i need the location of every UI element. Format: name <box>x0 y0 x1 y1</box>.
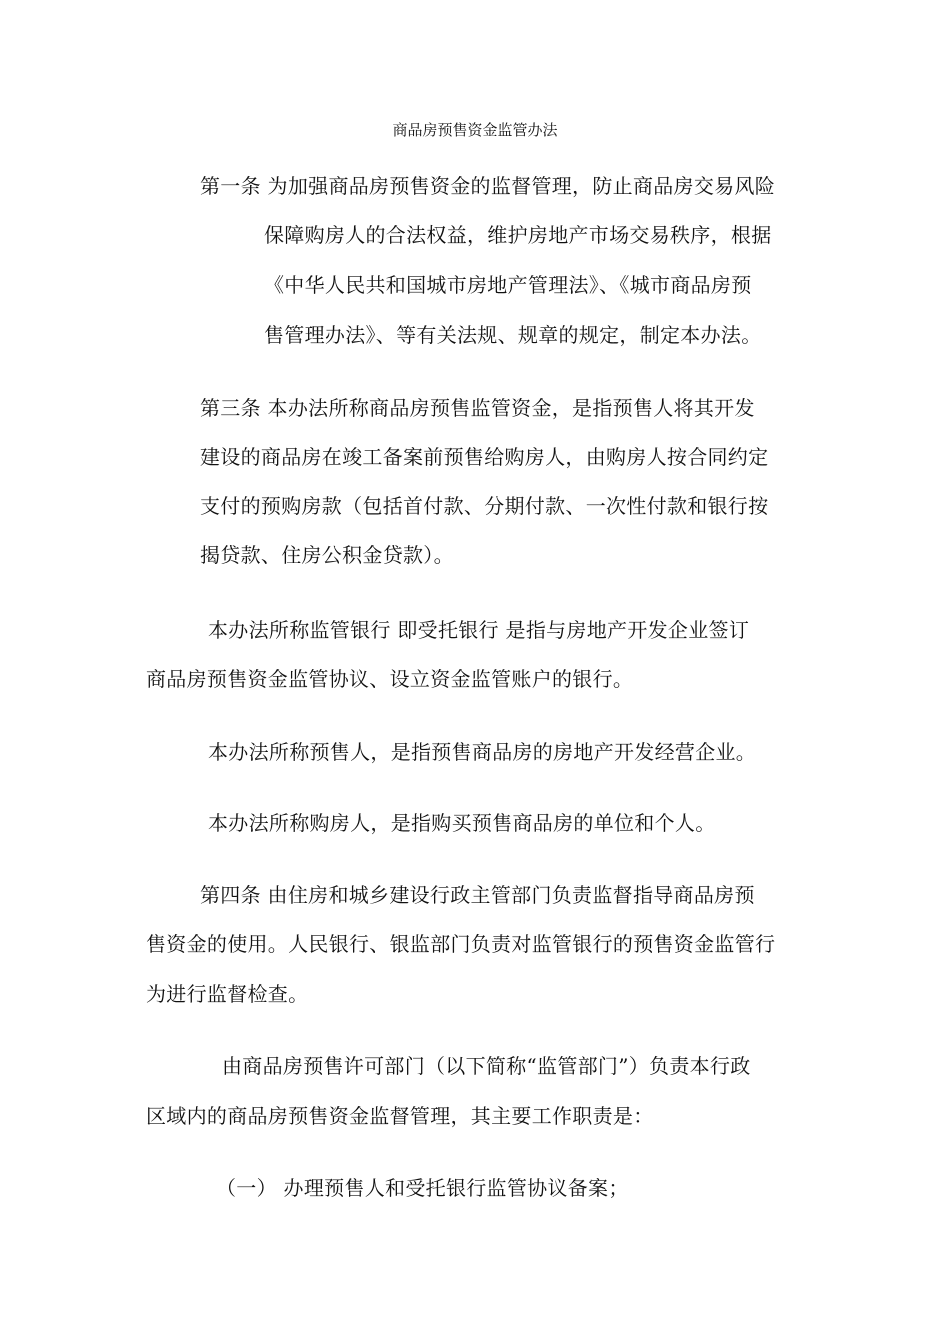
article-3-line-4: 揭贷款、住房公积金贷款）。 <box>200 543 454 567</box>
article-1-line-1: 第一条 为加强商品房预售资金的监督管理，防止商品房交易风险 <box>200 174 776 198</box>
article-1-line-4: 售管理办法》、等有关法规、规章的规定，制定本办法。 <box>264 323 762 347</box>
article-1-line-2: 保障购房人的合法权益，维护房地产市场交易秩序，根据 <box>264 223 772 247</box>
document-title: 商品房预售资金监管办法 <box>392 121 558 139</box>
supervising-bank-line-1: 本办法所称监管银行 即受托银行 是指与房地产开发企业签订 <box>208 618 750 642</box>
article-4-line-3: 为进行监督检查。 <box>146 982 309 1006</box>
supervision-dept-line-2: 区域内的商品房预售资金监督管理，其主要工作职责是： <box>146 1104 654 1128</box>
article-4-line-2: 售资金的使用。人民银行、银监部门负责对监管银行的预售资金监管行 <box>146 932 776 956</box>
buyer-definition: 本办法所称购房人，是指购买预售商品房的单位和个人。 <box>208 811 716 835</box>
seller-definition: 本办法所称预售人，是指预售商品房的房地产开发经营企业。 <box>208 740 757 764</box>
duty-item-1: （一） 办理预售人和受托银行监管协议备案； <box>216 1176 629 1200</box>
supervising-bank-line-2: 商品房预售资金监管协议、设立资金监管账户的银行。 <box>146 667 634 691</box>
article-3-line-3: 支付的预购房款（包括首付款、分期付款、一次性付款和银行按 <box>200 494 769 518</box>
article-4-line-1: 第四条 由住房和城乡建设行政主管部门负责监督指导商品房预 <box>200 883 755 907</box>
supervision-dept-line-1: 由商品房预售许可部门（以下简称“监管部门”）负责本行政 <box>222 1054 751 1078</box>
article-3-line-1: 第三条 本办法所称商品房预售监管资金，是指预售人将其开发 <box>200 396 755 420</box>
article-3-line-2: 建设的商品房在竣工备案前预售给购房人，由购房人按合同约定 <box>200 445 769 469</box>
article-1-line-3: 《中华人民共和国城市房地产管理法》、《城市商品房预 <box>264 273 752 297</box>
